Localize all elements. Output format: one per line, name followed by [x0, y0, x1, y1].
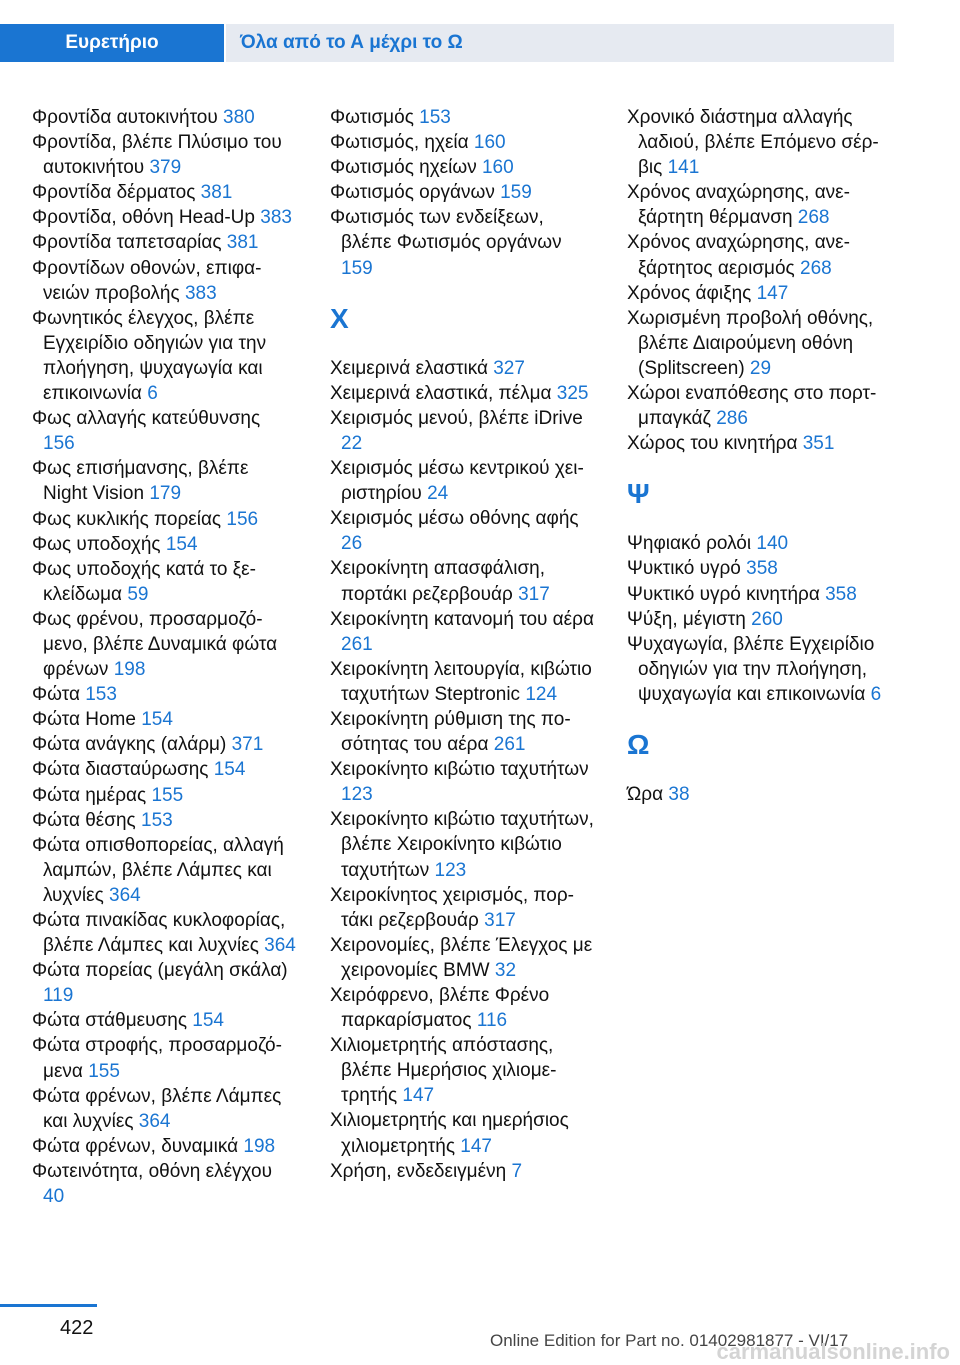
page-link[interactable]: 154: [192, 1010, 224, 1032]
index-entry: [32, 707, 297, 732]
page-link[interactable]: 179: [149, 483, 182, 505]
page-link[interactable]: 383: [260, 207, 292, 229]
index-entry: [627, 582, 892, 607]
page-link[interactable]: 317: [518, 583, 550, 605]
page-link[interactable]: 261: [493, 734, 526, 756]
index-entry: [627, 306, 892, 381]
page-link[interactable]: 153: [85, 684, 117, 706]
page-link[interactable]: 286: [716, 408, 748, 430]
index-entry: [627, 180, 892, 230]
entry-text: Χωρισμένη προβολή οθόνης, βλέπε Διαιρούμενη οθόνη (Splitscreen): [627, 307, 874, 379]
index-entry: [330, 1033, 595, 1108]
entry-text: Χρόνος αναχώρησης, ανεξάρτητη θέρμανση: [627, 182, 850, 229]
entry-text: Φώτα οπισθοπορείας, αλλαγή λαμπών, βλέπε Λάμπες και λυχνίες: [32, 834, 284, 906]
index-entry: [32, 1008, 297, 1033]
page-link[interactable]: 351: [802, 433, 835, 455]
entry-text: Ώρα: [627, 783, 669, 805]
index-entry: [32, 1033, 297, 1083]
entry-text: Φώτα στροφής, προσαρμοζόμενα: [32, 1035, 282, 1082]
page-link[interactable]: 364: [109, 884, 141, 906]
entry-text: Φώτα πινακίδας κυκλοφορίας, βλέπε Λάμπες και λυχνίες: [32, 910, 286, 957]
entry-text: Φωτισμός, ηχεία: [330, 132, 474, 154]
index-entry: [330, 456, 595, 506]
page-link[interactable]: 141: [667, 157, 700, 179]
entry-text: Φως φρένου, προσαρμοζόμενο, βλέπε Δυναμικά φώτα φρένων: [32, 608, 278, 681]
page-link[interactable]: 371: [231, 734, 264, 756]
index-entry: [32, 833, 297, 908]
index-entry: [330, 381, 595, 406]
page-link[interactable]: 325: [556, 382, 589, 404]
page-link[interactable]: 260: [751, 608, 783, 630]
index-entry: [32, 507, 297, 532]
page-link[interactable]: 327: [493, 357, 525, 379]
page-link[interactable]: 383: [184, 282, 217, 304]
index-entry: [32, 456, 297, 506]
page-link[interactable]: 155: [151, 784, 184, 806]
index-entry: [32, 557, 297, 607]
entry-text: Χειροκίνητη κατανομή του αέρα: [330, 608, 594, 630]
index-entry: [330, 707, 595, 757]
page-link[interactable]: 156: [226, 508, 259, 530]
entry-text: Χρόνος αναχώρησης, ανεξάρτητος αερισμός: [627, 232, 850, 279]
page-link[interactable]: 6: [870, 683, 882, 705]
entry-text: Ψυκτικό υγρό: [627, 558, 747, 580]
page-link[interactable]: 154: [141, 709, 173, 731]
index-entry: [627, 230, 892, 280]
page-link[interactable]: 160: [473, 132, 506, 154]
watermark: carmanualsonline.info: [716, 1339, 950, 1364]
entry-text: Φως επισήμανσης, βλέπε Night Vision: [32, 458, 249, 505]
entry-text: Ψυχαγωγία, βλέπε Εγχειρίδιο οδηγιών για την πλοήγηση, ψυχαγωγία και επικοινωνία: [627, 633, 875, 705]
page-link[interactable]: 358: [746, 558, 778, 580]
page-link[interactable]: 124: [525, 683, 558, 705]
page-link[interactable]: 59: [127, 583, 149, 605]
page-link[interactable]: 381: [200, 182, 233, 204]
index-entry: [330, 1159, 595, 1184]
entry-text: Ψηφιακό ρολόι: [627, 533, 757, 555]
page-link[interactable]: 116: [476, 1010, 508, 1032]
index-entry: [627, 782, 892, 807]
index-entry: [32, 130, 297, 180]
index-entry: [32, 180, 297, 205]
edition-note: Online Edition for Part no. 01402981877 - VI/17: [490, 1331, 849, 1350]
page-number: 422: [60, 1317, 94, 1339]
index-entry: [32, 205, 297, 230]
page-link[interactable]: 40: [43, 1186, 65, 1208]
section-letter: Ω: [627, 728, 650, 760]
index-entry: [32, 406, 297, 456]
tab-index[interactable]: Ευρετήριο: [0, 24, 224, 62]
page-link[interactable]: 358: [825, 583, 857, 605]
page-link[interactable]: 123: [341, 784, 373, 806]
entry-text: Φώτα θέσης: [32, 809, 141, 831]
entry-text: Χειμερινά ελαστικά: [330, 357, 494, 379]
page-link[interactable]: 32: [494, 959, 517, 981]
index-entry: [330, 205, 595, 280]
index-entry: [330, 105, 595, 130]
page-link[interactable]: 26: [341, 533, 363, 555]
page-link[interactable]: 147: [460, 1135, 492, 1157]
entry-text: Χειροκίνητο κιβώτιο ταχυτήτων, βλέπε Χειροκίνητο κιβώτιο ταχυτήτων: [330, 809, 594, 881]
page-link[interactable]: 268: [797, 207, 830, 229]
page-link[interactable]: 198: [243, 1135, 276, 1157]
index-entry: [330, 556, 595, 606]
index-column-3: [627, 105, 892, 807]
page-link[interactable]: 6: [147, 383, 158, 405]
entry-text: Χειρόφρενο, βλέπε Φρένο παρκαρίσματος: [330, 985, 550, 1032]
page-link[interactable]: 154: [213, 759, 246, 781]
index-entry: [627, 556, 892, 581]
entry-text: Φώτα στάθμευσης: [32, 1010, 193, 1032]
entry-text: Χιλιομετρητής απόστασης, βλέπε Ημερήσιος χιλιομετρητής: [330, 1035, 557, 1107]
entry-text: Φωτισμός ηχείων: [330, 157, 482, 179]
entry-text: Χειρισμός μενού, βλέπε iDrive: [330, 407, 583, 429]
entry-text: Φωτισμός των ενδείξεων, βλέπε Φωτισμός οργάνων: [330, 207, 562, 254]
entry-text: Χρήση, ενδεδειγμένη: [330, 1160, 512, 1182]
page-link[interactable]: 379: [149, 157, 182, 179]
entry-text: Φώτα Home: [32, 709, 142, 731]
entry-text: Χώροι εναπόθεσης στο πορτμπαγκάζ: [627, 383, 877, 430]
index-entry: [627, 632, 892, 707]
index-entry: [627, 381, 892, 431]
page-link[interactable]: 380: [223, 107, 255, 128]
page-link[interactable]: 156: [43, 433, 75, 455]
entry-text: Ψύξη, μέγιστη: [627, 608, 752, 630]
page-link[interactable]: 153: [141, 809, 173, 831]
entry-text: Φως υποδοχής: [32, 533, 166, 555]
index-column-2: [330, 105, 595, 1184]
entry-text: Φώτα φρένων, δυναμικά: [32, 1135, 244, 1157]
page-link[interactable]: 22: [341, 432, 363, 454]
index-entry: [32, 958, 297, 1008]
entry-text: Φώτα ημέρας: [32, 784, 152, 806]
index-entry: [32, 256, 297, 306]
entry-text: Φώτα ανάγκης (αλάρμ): [32, 734, 232, 756]
index-entry: [330, 1108, 595, 1158]
page-link[interactable]: 198: [113, 659, 146, 681]
entry-text: Φως κυκλικής πορείας: [32, 508, 227, 530]
entry-text: Φως υποδοχής κατά το ξεκλείδωμα: [32, 558, 256, 605]
index-entry: [32, 808, 297, 833]
entry-text: Χρόνος άφιξης: [627, 282, 757, 304]
entry-text: Χειροκίνητη απασφάλιση, πορτάκι ρεζερβουάρ: [330, 558, 546, 605]
entry-text: Χώρος του κινητήρα: [627, 433, 803, 455]
page-link[interactable]: 153: [419, 107, 451, 128]
index-entry: [32, 1084, 297, 1134]
index-entry: [627, 531, 892, 556]
entry-text: Χειρισμός μέσω οθόνης αφής: [330, 508, 579, 530]
entry-text: Χειροκίνητος χειρισμός, πορτάκι ρεζερβουάρ: [330, 884, 574, 931]
index-entry: [330, 983, 595, 1033]
index-entry: [627, 607, 892, 632]
index-entry: [330, 506, 595, 556]
entry-text: Φροντίδα αυτοκινήτου: [32, 107, 224, 128]
page-link[interactable]: 159: [500, 182, 532, 204]
entry-text: Φως αλλαγής κατεύθυνσης: [32, 408, 261, 430]
entry-text: Φροντίδα, οθόνη Head-Up: [32, 207, 261, 229]
index-entry: [32, 682, 297, 707]
page-link[interactable]: 155: [88, 1060, 120, 1082]
page-link[interactable]: 160: [481, 157, 514, 179]
entry-text: Χρονικό διάστημα αλλαγής λαδιού, βλέπε Επόμενο σέρβις: [627, 107, 879, 179]
entry-text: Χειροκίνητη λειτουργία, κιβώτιο ταχυτήτων Steptronic: [330, 658, 592, 705]
entry-text: Φωτισμός: [330, 107, 420, 128]
entry-text: Χειρονομίες, βλέπε Έλεγχος με χειρονομίες BMW: [330, 934, 593, 981]
index-entry: [32, 908, 297, 958]
index-entry: [32, 783, 297, 808]
tab-section-a-to-z[interactable]: Όλα από το Α μέχρι το Ω: [226, 24, 894, 62]
index-entry: [627, 431, 892, 456]
entry-text: Φροντίδων οθονών, επιφανειών προβολής: [32, 257, 262, 304]
page-link[interactable]: 140: [756, 533, 789, 555]
index-entry: [627, 281, 892, 306]
page-link[interactable]: 123: [434, 859, 467, 881]
index-entry: [32, 306, 297, 406]
index-entry: [330, 883, 595, 933]
index-entry: [330, 607, 595, 657]
entry-text: Φροντίδα ταπετσαρίας: [32, 232, 227, 254]
index-entry: [32, 1159, 297, 1209]
page-link[interactable]: 24: [427, 483, 449, 505]
index-entry: [330, 130, 595, 155]
index-entry: [32, 732, 297, 757]
index-column-1: [32, 105, 297, 1209]
index-entry: [330, 807, 595, 882]
header: [0, 24, 894, 62]
entry-text: Χειροκίνητο κιβώτιο ταχυτήτων: [330, 759, 589, 781]
index-entry: [330, 657, 595, 707]
page-link[interactable]: 7: [511, 1160, 523, 1182]
index-entry: [330, 356, 595, 381]
entry-text: Φροντίδα, βλέπε Πλύσιμο του αυτοκινήτου: [32, 132, 282, 179]
footer-divider: [0, 1304, 97, 1307]
entry-text: Χιλιομετρητής και ημερήσιος χιλιομετρητής: [330, 1110, 569, 1157]
index-entry: [32, 607, 297, 682]
index-entry: [32, 757, 297, 782]
index-entry: [330, 406, 595, 456]
index-entry: [330, 757, 595, 807]
page-link[interactable]: 268: [800, 257, 832, 279]
page-link[interactable]: 147: [756, 282, 789, 304]
entry-text: Χειμερινά ελαστικά, πέλμα: [330, 382, 557, 404]
index-entry: [32, 105, 297, 130]
entry-text: Φώτα διασταύρωσης: [32, 759, 214, 781]
page-link[interactable]: 154: [165, 533, 198, 555]
entry-text: Ψυκτικό υγρό κινητήρα: [627, 583, 826, 605]
page-link[interactable]: 381: [226, 232, 259, 254]
entry-text: Χειρισμός μέσω κεντρικού χειριστηρίου: [330, 458, 584, 505]
page-link[interactable]: 29: [749, 357, 772, 379]
page-link[interactable]: 147: [402, 1085, 435, 1107]
entry-text: Φωνητικός έλεγχος, βλέπε Εγχειρίδιο οδηγιών για την πλοήγηση, ψυχαγωγία και επικοινωνία: [32, 307, 267, 405]
entry-text: Φωτισμός οργάνων: [330, 182, 501, 204]
index-entry: [627, 105, 892, 180]
entry-text: Χειροκίνητη ρύθμιση της ποσότητας του αέρα: [330, 708, 571, 756]
page-link[interactable]: 317: [484, 909, 516, 931]
index-entry: [32, 1134, 297, 1159]
page-link[interactable]: 38: [668, 783, 690, 805]
index-entry: [330, 933, 595, 983]
entry-text: Φώτα: [32, 684, 86, 706]
page-link[interactable]: 364: [264, 935, 296, 957]
entry-text: Φροντίδα δέρματος: [32, 182, 201, 204]
page-link[interactable]: 261: [341, 633, 373, 655]
index-entry: [330, 180, 595, 205]
page-link[interactable]: 119: [43, 985, 74, 1007]
entry-text: Φώτα φρένων, βλέπε Λάμπες και λυχνίες: [32, 1085, 282, 1132]
section-letter: Χ: [330, 302, 349, 334]
index-entry: [32, 532, 297, 557]
page-link[interactable]: 364: [138, 1110, 171, 1132]
entry-text: Φωτεινότητα, οθόνη ελέγχου: [32, 1160, 272, 1182]
entry-text: Φώτα πορείας (μεγάλη σκάλα): [32, 960, 288, 982]
page-link[interactable]: 159: [341, 257, 373, 279]
index-entry: [32, 230, 297, 255]
index-entry: [330, 155, 595, 180]
section-letter: Ψ: [627, 478, 650, 510]
